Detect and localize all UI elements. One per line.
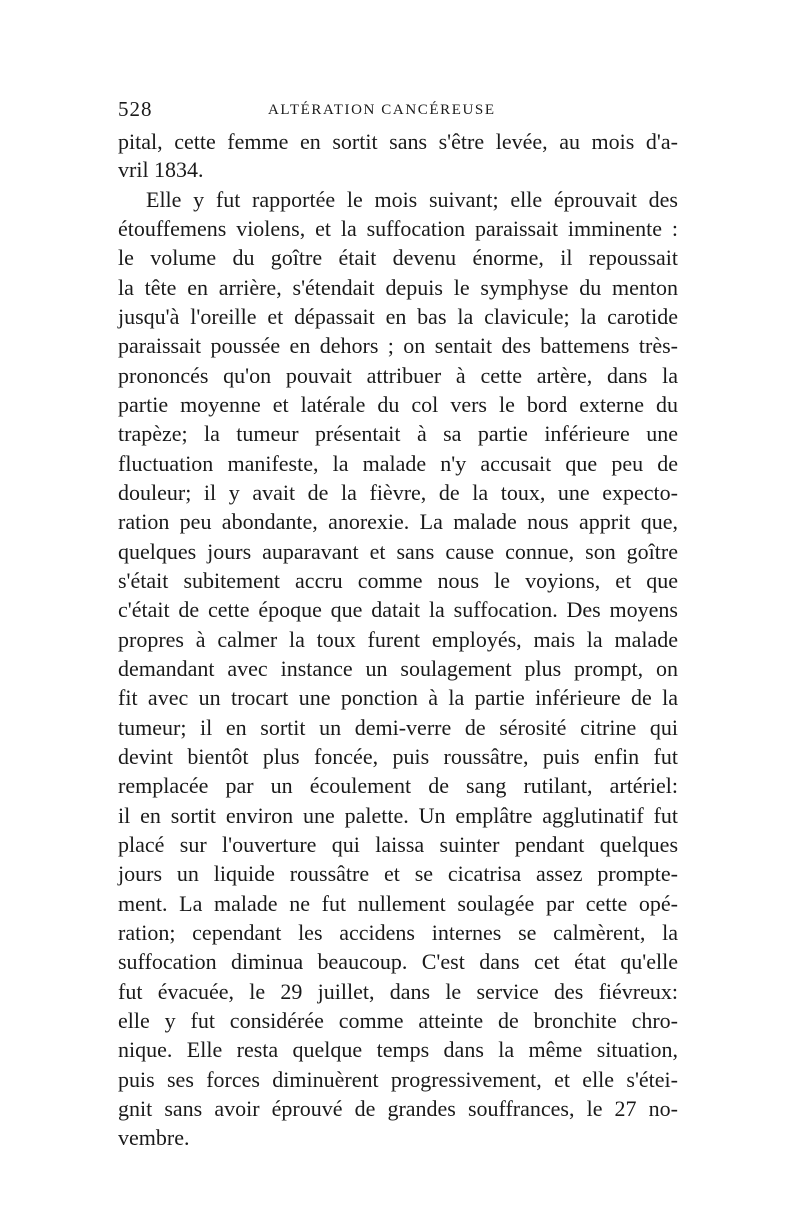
page-number: 528 — [118, 97, 153, 121]
text-line: devint bientôt plus foncée, puis roussâtre, puis enfin fut — [118, 744, 678, 769]
text-line: tumeur; il en sortit un demi-verre de sérosité citrine qui — [118, 715, 678, 740]
text-line: fluctuation manifeste, la malade n'y accusait que peu de — [118, 451, 678, 476]
text-line: puis ses forces diminuèrent progressivement, et elle s'étei- — [118, 1067, 678, 1092]
text-line: elle y fut considérée comme atteinte de bronchite chro- — [118, 1008, 678, 1033]
text-line: vril 1834. — [118, 157, 204, 182]
page-header — [118, 95, 678, 121]
text-line: ment. La malade ne fut nullement soulagée par cette opé- — [118, 891, 678, 916]
text-line: jours un liquide roussâtre et se cicatrisa assez prompte- — [118, 861, 678, 886]
text-line: quelques jours auparavant et sans cause connue, son goître — [118, 539, 678, 564]
text-line: nique. Elle resta quelque temps dans la même situation, — [118, 1037, 678, 1062]
text-line: suffocation diminua beaucoup. C'est dans cet état qu'elle — [118, 949, 678, 974]
text-line: Elle y fut rapportée le mois suivant; elle éprouvait des — [146, 187, 678, 212]
text-line: vembre. — [118, 1125, 190, 1150]
text-line: placé sur l'ouverture qui laissa suinter pendant quelques — [118, 832, 678, 857]
text-line: fut évacuée, le 29 juillet, dans le service des fiévreux: — [118, 979, 678, 1004]
text-line: étouffemens violens, et la suffocation paraissait imminente : — [118, 216, 678, 241]
running-head: ALTÉRATION CANCÉREUSE — [268, 102, 496, 118]
text-line: ration peu abondante, anorexie. La malade nous apprit que, — [118, 509, 678, 534]
text-line: ration; cependant les accidens internes se calmèrent, la — [118, 920, 678, 945]
text-line: la tête en arrière, s'étendait depuis le symphyse du menton — [118, 275, 678, 300]
text-line: gnit sans avoir éprouvé de grandes souffrances, le 27 no- — [118, 1096, 678, 1121]
text-line: fit avec un trocart une ponction à la partie inférieure de la — [118, 685, 678, 710]
text-line: paraissait poussée en dehors ; on sentait des battemens très- — [118, 333, 678, 358]
text-line: remplacée par un écoulement de sang rutilant, artériel: — [118, 773, 678, 798]
text-line: propres à calmer la toux furent employés, mais la malade — [118, 627, 678, 652]
text-line: douleur; il y avait de la fièvre, de la toux, une expecto- — [118, 480, 678, 505]
text-line: pital, cette femme en sortit sans s'être levée, au mois d'a- — [118, 129, 678, 154]
text-line: demandant avec instance un soulagement plus prompt, on — [118, 656, 678, 681]
text-line: s'était subitement accru comme nous le voyions, et que — [118, 568, 678, 593]
text-line: partie moyenne et latérale du col vers le bord externe du — [118, 392, 678, 417]
text-line: il en sortit environ une palette. Un emplâtre agglutinatif fut — [118, 803, 678, 828]
text-line: trapèze; la tumeur présentait à sa partie inférieure une — [118, 421, 678, 446]
text-line: prononcés qu'on pouvait attribuer à cette artère, dans la — [118, 363, 678, 388]
text-line: jusqu'à l'oreille et dépassait en bas la clavicule; la carotide — [118, 304, 678, 329]
text-line: c'était de cette époque que datait la suffocation. Des moyens — [118, 597, 678, 622]
text-line: le volume du goître était devenu énorme, il repoussait — [118, 245, 678, 270]
